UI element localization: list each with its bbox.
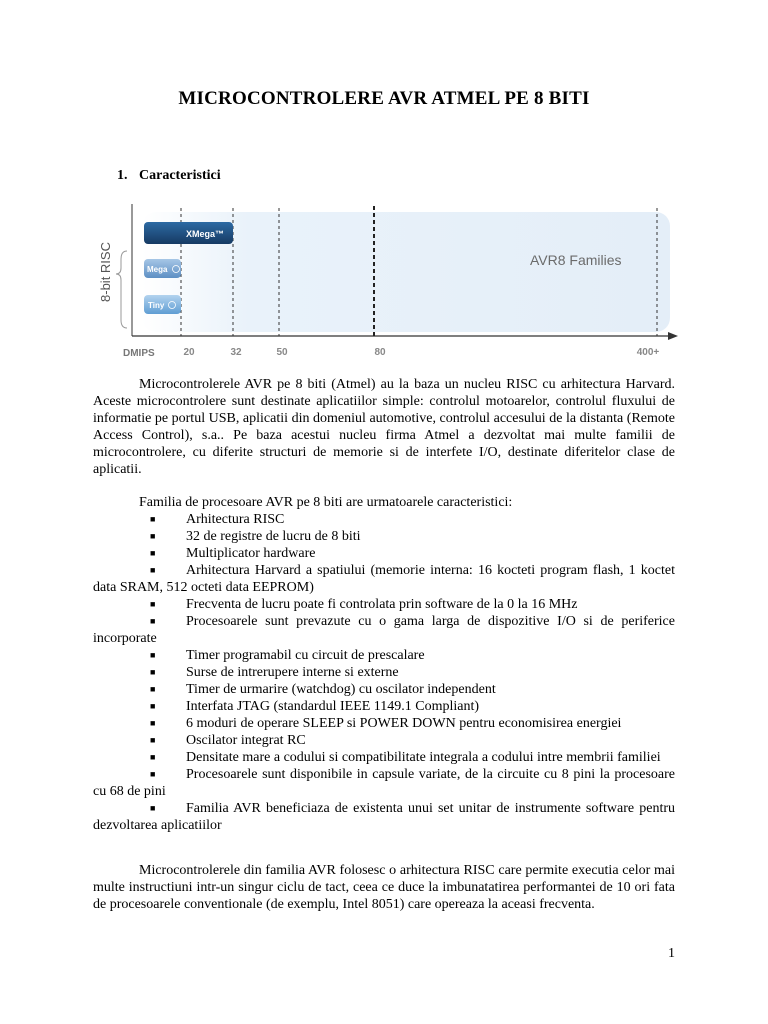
bullet-icon: ■ bbox=[150, 701, 156, 711]
list-item-text: Familia AVR beneficiaza de existenta unui set unitar de instrumente software pentru dezvoltarea aplicatiilor bbox=[93, 801, 675, 833]
list-item bbox=[93, 800, 675, 834]
intro-paragraph bbox=[93, 376, 675, 478]
tick-label: 50 bbox=[276, 347, 288, 358]
list-item bbox=[93, 766, 675, 800]
list-item-text: Arhitectura Harvard a spatiului (memorie interna: 16 kocteti program flash, 1 koctet data SRAM, 512 octeti data EEPROM) bbox=[93, 563, 675, 595]
list-item bbox=[93, 664, 675, 681]
bullet-icon: ■ bbox=[150, 616, 156, 626]
list-item bbox=[93, 715, 675, 732]
x-axis-label: DMIPS bbox=[123, 348, 155, 359]
list-item-text: Frecventa de lucru poate fi controlata prin software de la 0 la 16 MHz bbox=[186, 597, 578, 612]
list-item-text: Oscilator integrat RC bbox=[186, 733, 306, 748]
tick-label: 400+ bbox=[636, 347, 660, 358]
bullet-icon: ■ bbox=[150, 718, 156, 728]
mega-label: Mega bbox=[147, 265, 168, 274]
bullet-icon: ■ bbox=[150, 548, 156, 558]
section-title: Caracteristici bbox=[139, 168, 221, 183]
list-intro-paragraph bbox=[93, 494, 675, 511]
xmega-label: XMega™ bbox=[186, 229, 225, 239]
bullet-icon: ■ bbox=[150, 769, 156, 779]
list-item bbox=[93, 749, 675, 766]
list-item-text: Multiplicator hardware bbox=[186, 546, 316, 561]
list-item bbox=[93, 562, 675, 596]
list-item bbox=[93, 681, 675, 698]
list-item-text: Densitate mare a codului si compatibilitate integrala a codului intre membrii familiei bbox=[186, 750, 661, 765]
list-item bbox=[93, 545, 675, 562]
bullet-icon: ■ bbox=[150, 599, 156, 609]
avr-families-diagram bbox=[90, 196, 690, 371]
y-axis-label: 8-bit RISC bbox=[98, 242, 113, 302]
bullet-icon: ■ bbox=[150, 565, 156, 575]
list-item-text: 6 moduri de operare SLEEP si POWER DOWN pentru economisirea energiei bbox=[186, 716, 622, 731]
list-intro-text: Familia de procesoare AVR pe 8 biti are urmatoarele caracteristici: bbox=[139, 495, 513, 510]
bullet-icon: ■ bbox=[150, 735, 156, 745]
list-item-text: Procesoarele sunt disponibile in capsule variate, de la circuite cu 8 pini la procesoare cu 68 de pini bbox=[93, 767, 675, 799]
tick-label: 80 bbox=[374, 347, 386, 358]
y-axis-brace bbox=[116, 251, 127, 328]
x-axis-arrow bbox=[668, 332, 678, 340]
list-item-text: 32 de registre de lucru de 8 biti bbox=[186, 529, 361, 544]
list-item-text: Arhitectura RISC bbox=[186, 512, 285, 527]
tick-label: 20 bbox=[183, 347, 195, 358]
tick-label: 32 bbox=[230, 347, 242, 358]
bullet-icon: ■ bbox=[150, 531, 156, 541]
intro-paragraph-text: Microcontrolerele AVR pe 8 biti (Atmel) au la baza un nucleu RISC cu arhitectura Harvard. Aceste microcontrolere sunt destinate aplicatiilor simple: controlul motoarelor, controlul fluxului de informatie pe portul USB, aplicatii din domeniul automotive, controlul accesului de la distanta (Remote Access Control), s.a.. Pe baza acestui nucleu firma Atmel a dezvoltat mai multe familii de microcontrolere, cu diferite structuri de memorie si de interfete I/O, destinate diferitelor clase de aplicatii. bbox=[93, 377, 675, 477]
list-item bbox=[93, 511, 675, 528]
families-label: AVR8 Families bbox=[530, 252, 622, 268]
list-item-text: Interfata JTAG (standardul IEEE 1149.1 Compliant) bbox=[186, 699, 480, 714]
tiny-label: Tiny bbox=[148, 301, 165, 310]
list-item bbox=[93, 613, 675, 647]
bullet-icon: ■ bbox=[150, 803, 156, 813]
list-item bbox=[93, 698, 675, 715]
section-heading bbox=[117, 168, 221, 184]
bullet-icon: ■ bbox=[150, 650, 156, 660]
feature-list bbox=[93, 511, 675, 834]
bullet-icon: ■ bbox=[150, 514, 156, 524]
list-item-text: Timer de urmarire (watchdog) cu oscilator independent bbox=[186, 682, 496, 697]
list-item-text: Surse de intrerupere interne si externe bbox=[186, 665, 399, 680]
list-item bbox=[93, 528, 675, 545]
list-item bbox=[93, 596, 675, 613]
list-item bbox=[93, 647, 675, 664]
page-number: 1 bbox=[668, 946, 675, 961]
closing-paragraph-text: Microcontrolerele din familia AVR folosesc o arhitectura RISC care permite executia celor mai multe instructiuni intr-un singur ciclu de tact, ceea ce duce la imbunatatirea performantei de 10 ori fata de procesoarele conventionale (de exemplu, Intel 8051) care opereaza la aceasi frecventa. bbox=[93, 863, 675, 912]
closing-paragraph bbox=[93, 862, 675, 913]
list-item bbox=[93, 732, 675, 749]
list-item-text: Timer programabil cu circuit de prescalare bbox=[186, 648, 425, 663]
section-number: 1. bbox=[117, 168, 128, 183]
bullet-icon: ■ bbox=[150, 667, 156, 677]
page-title: MICROCONTROLERE AVR ATMEL PE 8 BITI bbox=[178, 88, 590, 109]
bullet-icon: ■ bbox=[150, 684, 156, 694]
bullet-icon: ■ bbox=[150, 752, 156, 762]
list-item-text: Procesoarele sunt prevazute cu o gama larga de dispozitive I/O si de periferice incorporate bbox=[93, 614, 675, 646]
